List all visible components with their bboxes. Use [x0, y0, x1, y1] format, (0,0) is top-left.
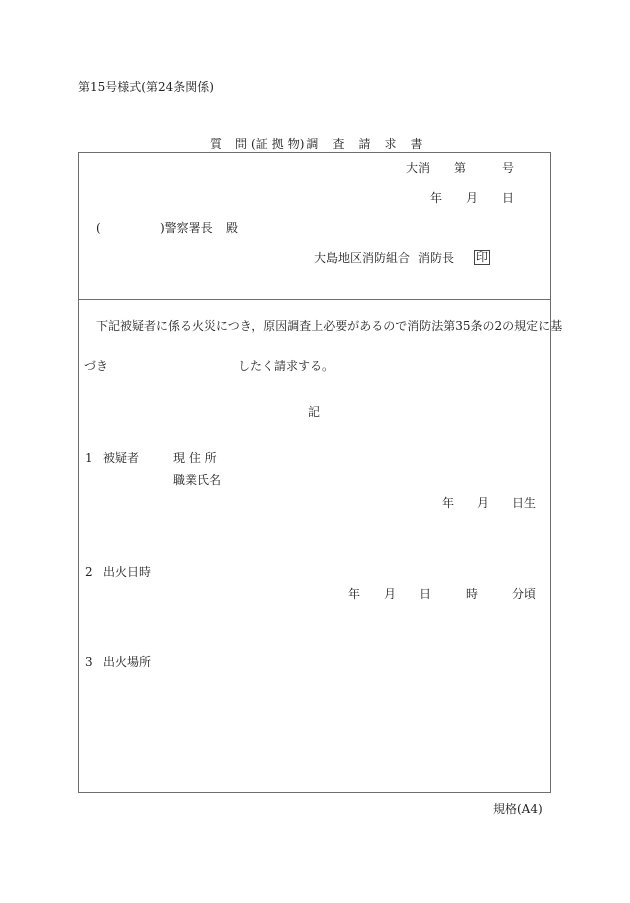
sender-role: 消防長	[418, 251, 455, 265]
item-1-birth-year: 年	[442, 496, 455, 510]
title-char: 調	[306, 137, 319, 151]
ki-heading: 記	[308, 405, 321, 419]
document-title	[210, 137, 423, 151]
addressee-title: )警察署長	[160, 221, 213, 235]
item-2-minute: 分頃	[512, 587, 537, 601]
form-number: 第15号様式(第24条関係)	[78, 80, 214, 94]
item-2-hour: 時	[466, 587, 479, 601]
sender-org: 大島地区消防組合	[314, 251, 411, 265]
item-1-address-label: 現 住 所	[173, 451, 217, 465]
seal-mark	[474, 250, 490, 265]
doc-number-prefix: 大消	[406, 161, 431, 175]
title-char: 請	[358, 137, 371, 151]
item-2-number: 2	[85, 565, 93, 579]
item-1-label: 被疑者	[103, 451, 140, 465]
section-divider	[78, 299, 551, 300]
item-1-number: 1	[85, 451, 93, 465]
item-2-month: 月	[384, 587, 397, 601]
seal-icon: 印	[476, 250, 489, 264]
title-char: 査	[332, 137, 345, 151]
date-year: 年	[430, 191, 443, 205]
title-char: (証	[251, 137, 268, 151]
item-3-label: 出火場所	[103, 655, 152, 669]
doc-number-dai: 第	[454, 161, 467, 175]
form-box	[78, 152, 551, 793]
item-1-birth-day: 日生	[512, 496, 537, 510]
addressee-honorific: 殿	[226, 221, 239, 235]
request-line-2-start: づき	[84, 359, 109, 373]
item-1-birth-month: 月	[477, 496, 490, 510]
title-char: 拠	[271, 137, 284, 151]
item-2-day: 日	[419, 587, 432, 601]
item-2-year: 年	[348, 587, 361, 601]
request-line-2-end: したく請求する。	[238, 359, 335, 373]
title-char: 物)	[287, 137, 305, 151]
title-char: 質	[210, 137, 223, 151]
paper-size-note: 規格(A4)	[493, 802, 543, 816]
date-day: 日	[502, 191, 515, 205]
title-char: 問	[235, 137, 248, 151]
title-char: 求	[384, 137, 397, 151]
request-line-1: 下記被疑者に係る火災につき，原因調査上必要があるので消防法第35条の2の規定に基	[96, 319, 563, 333]
title-char: 書	[410, 137, 423, 151]
doc-number-go: 号	[502, 161, 515, 175]
item-3-number: 3	[85, 655, 93, 669]
date-month: 月	[466, 191, 479, 205]
addressee-open-paren: (	[96, 221, 101, 235]
item-2-label: 出火日時	[103, 565, 152, 579]
item-1-name-label: 職業氏名	[173, 473, 222, 487]
